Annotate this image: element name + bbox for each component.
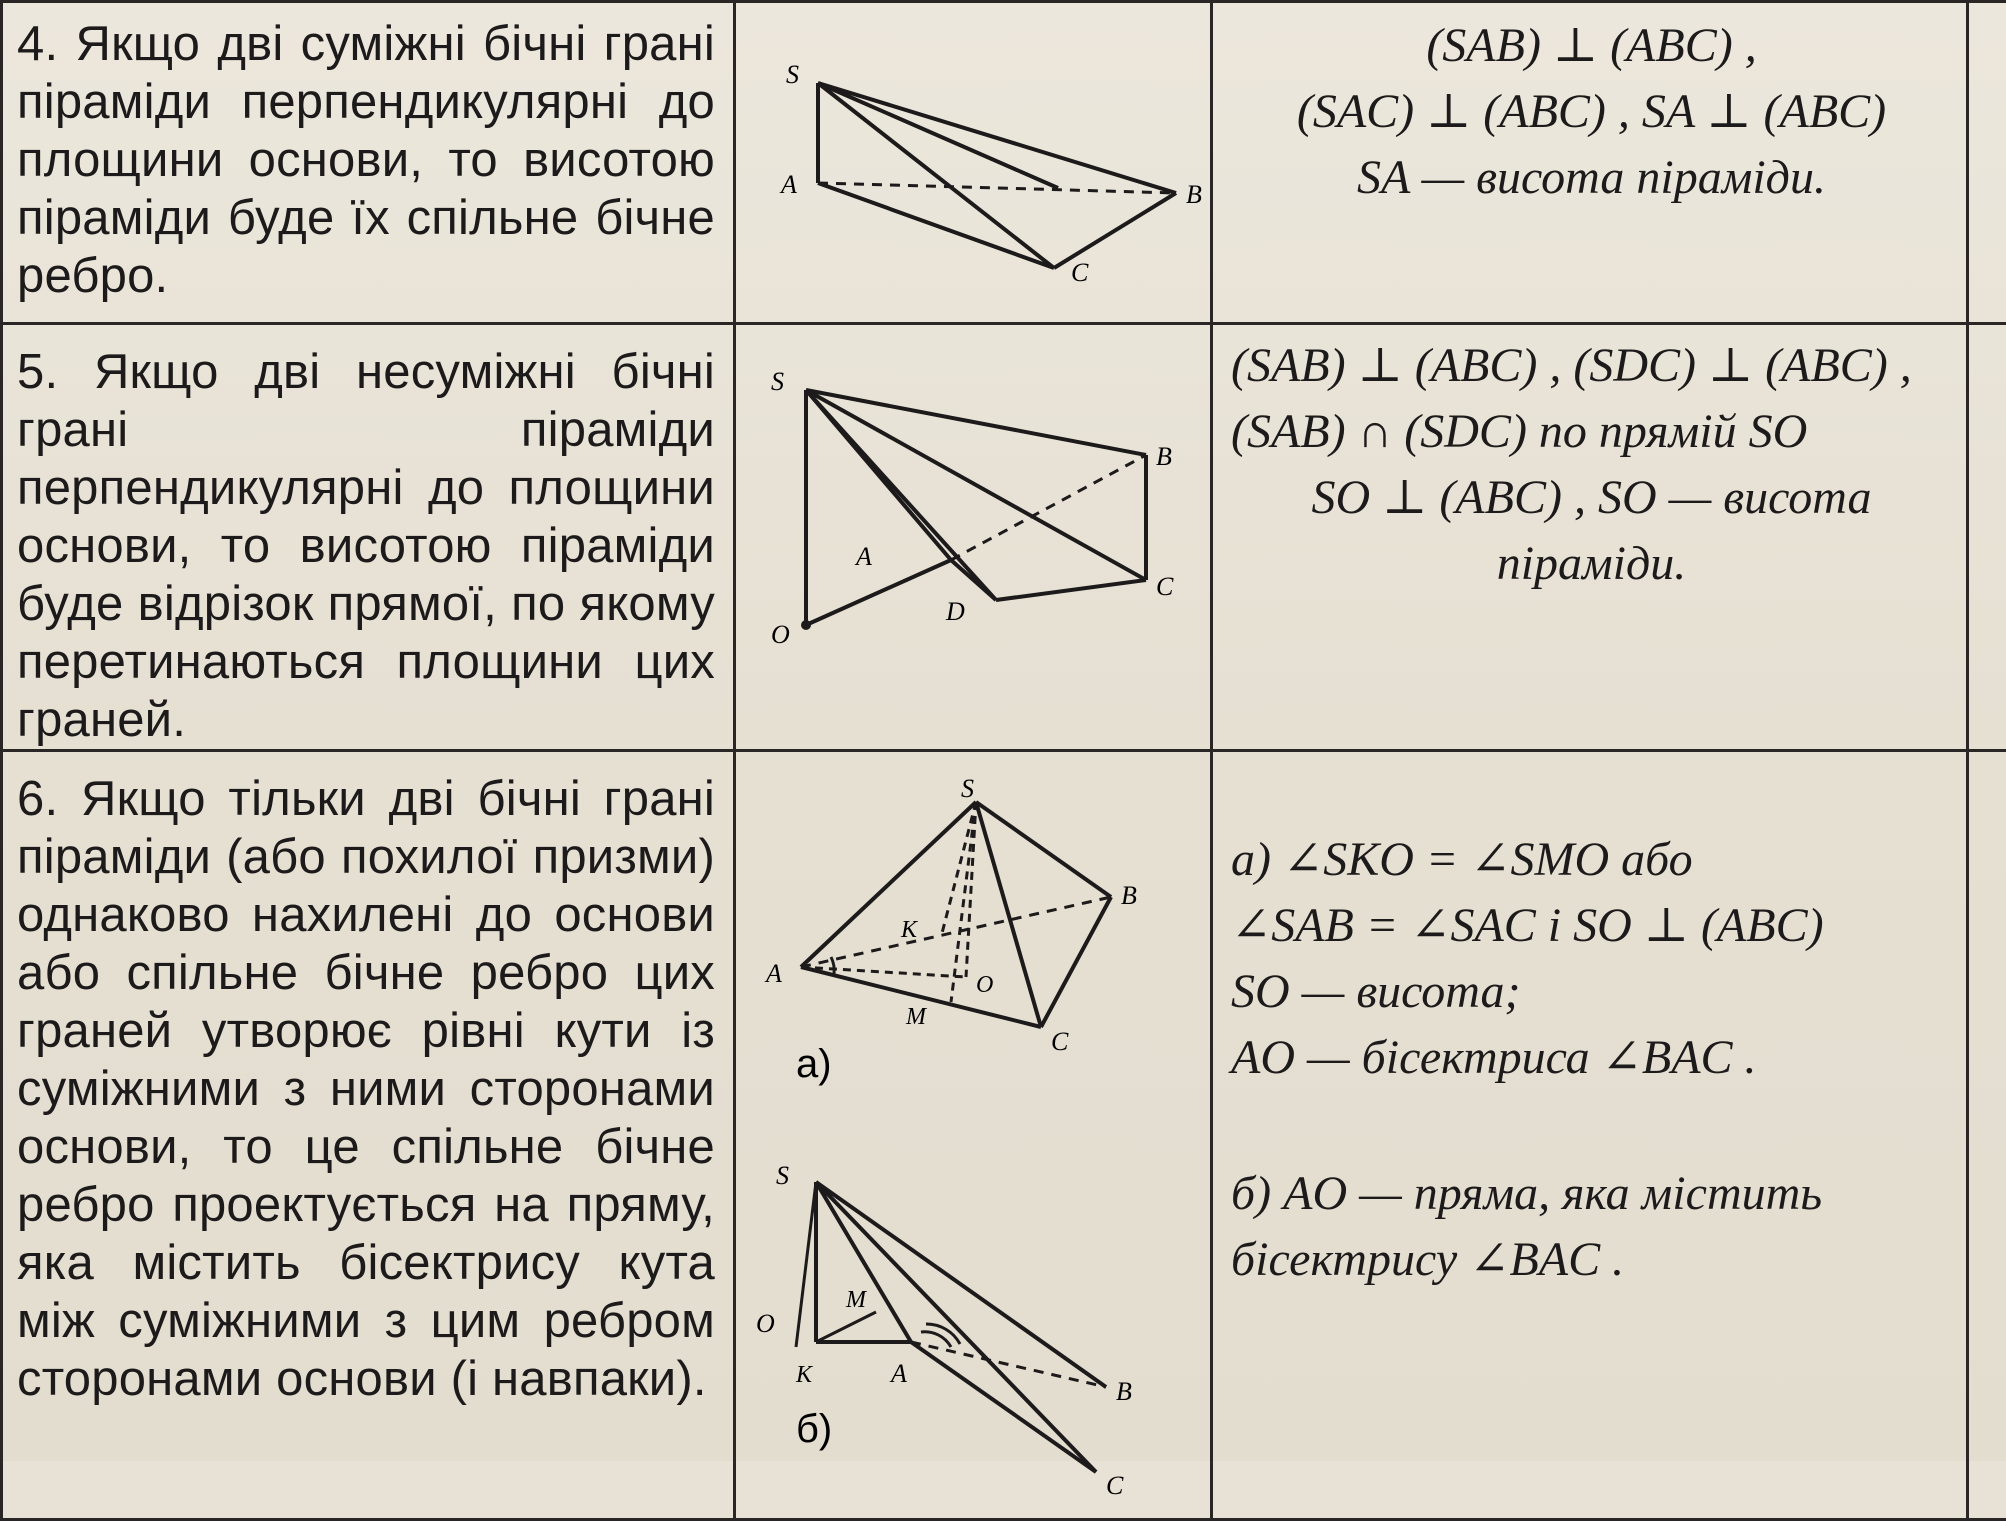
label-C: C xyxy=(1051,1027,1069,1056)
label-D: D xyxy=(945,597,965,626)
label-S: S xyxy=(961,774,974,803)
margin-cell xyxy=(1968,751,2006,1520)
figure-cell xyxy=(735,751,1212,1520)
margin-cell xyxy=(1968,324,2006,751)
table-row xyxy=(2,2,2006,324)
label-B: B xyxy=(1156,442,1172,471)
label-C: C xyxy=(1071,258,1089,287)
condition-line: SA — висота піраміди. xyxy=(1231,145,1952,211)
pyramid-figure-5 xyxy=(736,325,1210,693)
figure-cell xyxy=(735,324,1212,751)
condition-line: б) AO — пряма, яка містить xyxy=(1231,1161,1952,1227)
table-row xyxy=(2,324,2006,751)
label-A: A xyxy=(854,542,872,571)
label-O: O xyxy=(756,1309,775,1338)
label-B: B xyxy=(1121,881,1137,910)
pyramid-figure-6 xyxy=(736,752,1210,1519)
statement-cell xyxy=(2,2,735,324)
row-number: 6. xyxy=(17,772,58,826)
figure-cell xyxy=(735,2,1212,324)
condition-line: (SAB) ∩ (SDC) по прямій SO xyxy=(1231,399,1952,465)
statement-text: Якщо дві суміжні бічні грані піраміди перпендикулярні до площини основи, то висотою піраміди буде їх спільне бічне ребро. xyxy=(17,17,715,303)
row-number: 4. xyxy=(17,17,58,71)
figure-a-lines xyxy=(801,802,1111,1027)
condition-line: (SAC) ⊥ (ABC) , SA ⊥ (ABC) xyxy=(1231,79,1952,145)
conditions-cell xyxy=(1212,324,1968,751)
label-O: O xyxy=(976,972,993,998)
figure-b-caption: б) xyxy=(796,1407,832,1451)
condition-line: (SAB) ⊥ (ABC) , xyxy=(1231,13,1952,79)
label-M: M xyxy=(845,1287,868,1313)
margin-cell xyxy=(1968,2,2006,324)
statement-text: Якщо тільки дві бічні грані піраміди (або похилої призми) однаково нахилені до основи або спільне бічне ребро цих граней утворює рівні кути із суміжними з ними сторонами основи, то це спільне бічне ребро проектується на пряму, яка містить бісектрису кута між суміжними з цим ребром сторонами основи (і навпаки). xyxy=(17,772,715,1406)
table-row xyxy=(2,751,2006,1520)
label-M: M xyxy=(905,1004,928,1030)
label-K: K xyxy=(900,917,919,943)
row-number: 5. xyxy=(17,345,58,399)
label-A: A xyxy=(889,1359,907,1388)
condition-line: AO — бісектриса ∠BAC . xyxy=(1231,1025,1952,1091)
statement-text: Якщо дві несуміжні бічні грані піраміди перпендикулярні до площини основи, то висотою піраміди буде відрізок прямої, по якому перетинаються площини цих граней. xyxy=(17,345,715,747)
figure-b-lines xyxy=(796,1182,1106,1472)
condition-line: бісектрису ∠BAC . xyxy=(1231,1227,1952,1293)
conditions-cell xyxy=(1212,2,1968,324)
label-O: O xyxy=(771,620,790,649)
label-S: S xyxy=(776,1161,789,1190)
label-A: A xyxy=(764,959,782,988)
condition-line: (SAB) ⊥ (ABC) , (SDC) ⊥ (ABC) , xyxy=(1231,333,1952,399)
label-C: C xyxy=(1156,572,1174,601)
conditions-cell xyxy=(1212,751,1968,1520)
label-C: C xyxy=(1106,1471,1124,1500)
condition-line: піраміди. xyxy=(1231,531,1952,597)
label-K: K xyxy=(795,1362,814,1388)
label-S: S xyxy=(786,60,799,89)
condition-line: SO ⊥ (ABC) , SO — висота xyxy=(1231,465,1952,531)
statement-cell xyxy=(2,751,735,1520)
label-B: B xyxy=(1116,1377,1132,1406)
pyramid-figure-4 xyxy=(736,3,1210,323)
statement-cell xyxy=(2,324,735,751)
condition-line: а) ∠SKO = ∠SMO або xyxy=(1231,827,1952,893)
figure-a-caption: а) xyxy=(796,1042,832,1086)
condition-line: ∠SAB = ∠SAC і SO ⊥ (ABC) xyxy=(1231,893,1952,959)
condition-line: SO — висота; xyxy=(1231,959,1952,1025)
label-S: S xyxy=(771,367,784,396)
label-A: A xyxy=(779,170,797,199)
label-B: B xyxy=(1186,180,1202,209)
